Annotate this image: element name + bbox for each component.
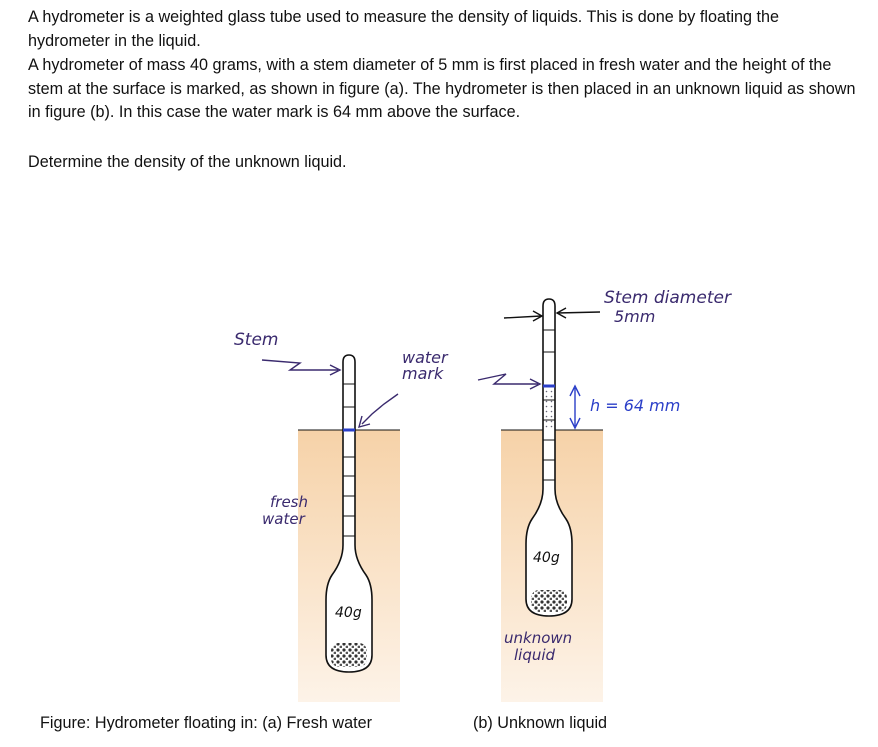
question-paragraph: Determine the density of the unknown liquid. — [28, 153, 347, 171]
intro-paragraph: A hydrometer is a weighted glass tube used to measure the density of liquids. This is done by floating the hydrometer in the liquid. — [28, 8, 780, 50]
figure-b — [478, 288, 732, 702]
water-mark-arrow-b — [478, 374, 538, 384]
water-mark-arrow-a — [362, 394, 398, 424]
stem-arrow — [262, 360, 338, 370]
mass-label-a: 40g — [335, 605, 362, 621]
ballast-b — [531, 590, 567, 612]
diameter-arrow-left — [504, 316, 541, 318]
diameter-arrow-right — [557, 312, 600, 313]
water-mark-label-2: mark — [402, 364, 444, 383]
fresh-water-label-2: water — [262, 510, 305, 528]
stem-shaded-region — [543, 386, 555, 430]
figure-a — [234, 330, 449, 702]
stem-diameter-label-2: 5mm — [614, 307, 656, 326]
figure-caption-b: (b) Unknown liquid — [473, 714, 608, 732]
h-label: h = 64 mm — [590, 396, 681, 415]
stem-label: Stem — [234, 330, 279, 350]
ballast-a — [331, 643, 367, 667]
mass-label-b: 40g — [533, 550, 560, 566]
unknown-liquid-label-1: unknown — [504, 629, 573, 647]
setup-paragraph: A hydrometer of mass 40 grams, with a stem diameter of 5 mm is first placed in fresh water and the height of the stem at the surface is marked, as shown in figure (a). The hydrometer is then placed in an unknown liquid as shown in figure (b). In this case the water mark is 64 mm above the surface. — [28, 56, 856, 122]
water-mark-label-1: water — [402, 348, 448, 367]
figure-caption-a: Figure: Hydrometer floating in: (a) Fresh water — [40, 714, 372, 732]
stem-diameter-label-1: Stem diameter — [604, 288, 731, 308]
fresh-water-label-1: fresh — [270, 493, 308, 511]
unknown-liquid-label-2: liquid — [514, 646, 556, 664]
